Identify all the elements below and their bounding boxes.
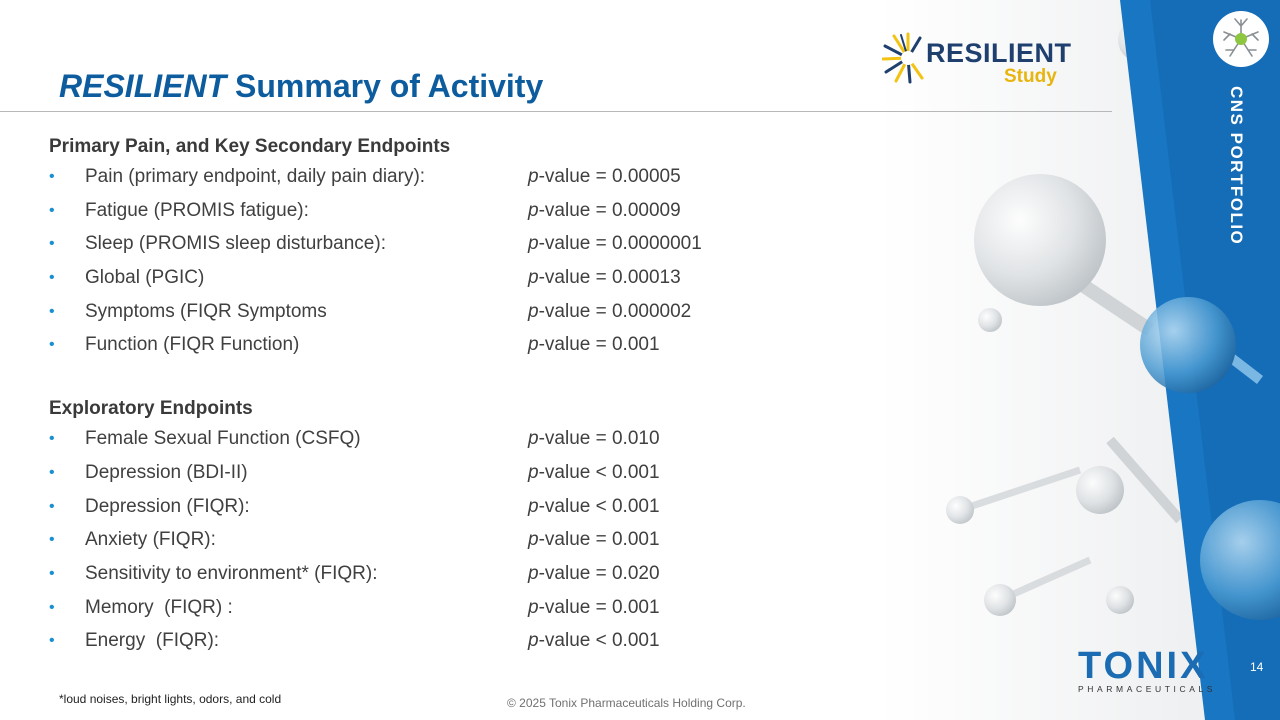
p-symbol: p — [528, 300, 539, 322]
bullet: • — [49, 235, 55, 253]
bullet: • — [49, 463, 55, 481]
p-value — [528, 194, 681, 228]
resilient-study-logo — [882, 28, 1072, 94]
endpoint-label: Sleep (PROMIS sleep disturbance): — [85, 233, 386, 255]
p-symbol: p — [528, 461, 539, 483]
p-value-text: -value = 0.00009 — [538, 199, 681, 221]
p-value-text: -value < 0.001 — [538, 461, 660, 483]
bullet: • — [49, 564, 55, 582]
endpoint-row — [49, 328, 809, 362]
p-value-text: -value = 0.001 — [538, 596, 660, 618]
endpoint-label: Function (FIQR Function) — [85, 334, 300, 356]
endpoint-label: Global (PGIC) — [85, 267, 205, 289]
p-value-text: -value < 0.001 — [538, 495, 660, 517]
p-symbol: p — [528, 166, 539, 187]
p-symbol: p — [528, 495, 539, 517]
p-symbol: p — [528, 529, 539, 551]
sunburst-logo-icon — [882, 32, 928, 84]
endpoint-row — [49, 490, 809, 524]
endpoint-label: Pain (primary endpoint, daily pain diary): — [85, 166, 426, 187]
p-value — [528, 490, 660, 524]
section-heading-primary: Primary Pain, and Key Secondary Endpoints — [49, 136, 451, 157]
endpoint-label: Fatigue (PROMIS fatigue): — [85, 199, 309, 221]
endpoint-label: Anxiety (FIQR): — [85, 529, 216, 551]
endpoint-label: Female Sexual Function (CSFQ) — [85, 428, 361, 450]
section-spacer — [49, 362, 809, 396]
bullet: • — [49, 430, 55, 448]
p-symbol: p — [528, 267, 539, 289]
p-symbol: p — [528, 199, 539, 221]
company-subtitle: PHARMACEUTICALS — [1078, 684, 1217, 694]
page-number: 14 — [1250, 660, 1264, 674]
p-symbol: p — [528, 596, 539, 618]
endpoint-label: Depression (BDI-II) — [85, 461, 248, 483]
p-value — [528, 624, 660, 658]
endpoint-label: Energy (FIQR): — [85, 630, 220, 652]
p-value — [528, 456, 660, 490]
bullet: • — [49, 201, 55, 219]
bullet: • — [49, 168, 55, 185]
p-value — [528, 422, 660, 456]
endpoint-label: Sensitivity to environment* (FIQR): — [85, 562, 378, 584]
p-symbol: p — [528, 334, 539, 356]
p-value-text: -value = 0.000002 — [538, 300, 692, 322]
p-value — [528, 295, 691, 329]
p-value-text: -value = 0.020 — [538, 562, 660, 584]
title-divider — [0, 111, 1112, 112]
logo-wordmark: RESILIENT — [926, 38, 1072, 68]
p-value-text: -value = 0.00013 — [538, 267, 681, 289]
company-logo — [1078, 646, 1216, 694]
p-value-text: -value = 0.001 — [538, 529, 660, 551]
p-value — [528, 160, 681, 194]
endpoint-row — [49, 422, 809, 456]
endpoint-row — [49, 624, 809, 658]
p-value — [528, 591, 660, 625]
endpoint-row — [49, 295, 809, 329]
endpoint-label: Memory (FIQR) : — [85, 596, 233, 618]
company-wordmark: TONIX — [1078, 645, 1209, 687]
p-value — [528, 227, 702, 261]
p-value — [528, 557, 660, 591]
p-value-text: -value = 0.001 — [538, 334, 660, 356]
title-rest: Summary of Activity — [226, 68, 544, 104]
page-title — [59, 68, 543, 105]
bullet: • — [49, 269, 55, 287]
p-symbol: p — [528, 630, 539, 652]
endpoint-row — [49, 557, 809, 591]
endpoint-label: Symptoms (FIQR Symptoms — [85, 300, 327, 322]
endpoint-row — [49, 261, 809, 295]
bullet: • — [49, 531, 55, 549]
p-value — [528, 523, 660, 557]
endpoint-row — [49, 160, 809, 194]
p-symbol: p — [528, 233, 539, 255]
neuron-icon — [1212, 10, 1270, 68]
title-emphasis: RESILIENT — [59, 68, 227, 104]
endpoint-summary — [49, 134, 809, 658]
endpoint-label: Depression (FIQR): — [85, 495, 250, 517]
p-value — [528, 328, 660, 362]
endpoint-row — [49, 591, 809, 625]
logo-subtitle: Study — [1004, 66, 1057, 87]
copyright: © 2025 Tonix Pharmaceuticals Holding Corp. — [507, 696, 746, 710]
bullet: • — [49, 632, 55, 650]
bullet: • — [49, 598, 55, 616]
bullet: • — [49, 302, 55, 320]
p-value-text: -value < 0.001 — [538, 630, 660, 652]
endpoint-row — [49, 456, 809, 490]
bullet: • — [49, 336, 55, 354]
endpoint-row — [49, 523, 809, 557]
p-symbol: p — [528, 428, 539, 450]
endpoint-row — [49, 227, 809, 261]
p-value-text: -value = 0.010 — [538, 428, 660, 450]
p-value-text: -value = 0.00005 — [538, 166, 681, 187]
p-value-text: -value = 0.0000001 — [538, 233, 702, 255]
section-heading-exploratory: Exploratory Endpoints — [49, 398, 253, 420]
footnote: *loud noises, bright lights, odors, and cold — [59, 692, 282, 706]
side-banner — [1226, 86, 1256, 258]
p-value — [528, 261, 681, 295]
bullet: • — [49, 497, 55, 515]
side-banner-label: CNS PORTFOLIO — [1227, 86, 1246, 246]
endpoint-row — [49, 194, 809, 228]
p-symbol: p — [528, 562, 539, 584]
